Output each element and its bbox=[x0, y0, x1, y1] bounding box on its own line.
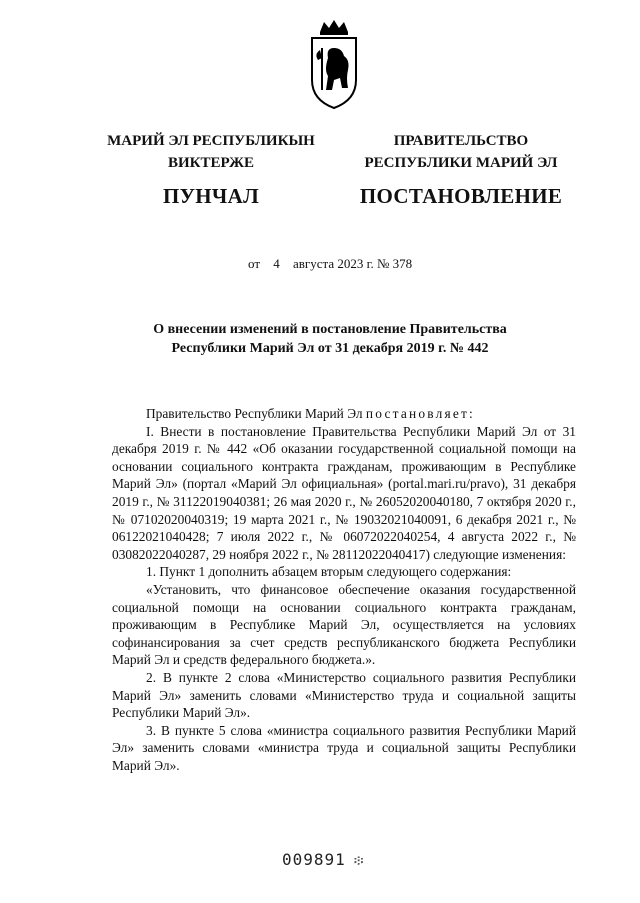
date-prefix: от bbox=[248, 256, 261, 271]
serial-mark: ፨ bbox=[353, 853, 365, 869]
title-line2: Республики Марий Эл от 31 декабря 2019 г. № 442 bbox=[171, 341, 489, 356]
document-date bbox=[248, 256, 416, 272]
paragraph-2: 1. Пункт 1 дополнить абзацем вторым следующего содержания: bbox=[146, 564, 512, 580]
header-right-line1: ПРАВИТЕЛЬСТВО bbox=[393, 133, 529, 149]
header-mari bbox=[92, 130, 330, 210]
document-title bbox=[100, 320, 560, 358]
paragraph-4: 2. В пункте 2 слова «Министерство социального развития Республики Марий Эл» заменить словами «Министерство труда и социальной защиты Республики Марий Эл». bbox=[112, 669, 576, 721]
date-rest: августа 2023 г. № 378 bbox=[293, 256, 413, 271]
intro-paragraph bbox=[112, 405, 576, 423]
paragraph-1: I. Внести в постановление Правительства Республики Марий Эл от 31 декабря 2019 г. № 442 «Об оказании государственной социальной помощи на основании социального контракта гражданам, проживающим в Республике Марий Эл» (портал «Марий Эл официальная» (portal.mari.ru/pravo), 31 декабря 2019 г., № 31122019040381; 26 мая 2020 г., № 26052020040180, 7 октября 2020 г., № 07102020040319; 19 марта 2021 г., № 19032021040091, 6 декабря 2021 г., № 06122021040428; 7 июля 2022 г., № 06072022040254, 4 августа 2022 г., № 03082022040287, 29 ноября 2022 г., № 28112022040417) следующие изменения: bbox=[112, 423, 576, 562]
serial-number bbox=[282, 850, 365, 869]
header-right-type: ПОСТАНОВЛЕНИЕ bbox=[359, 184, 563, 208]
document-body bbox=[112, 405, 576, 774]
intro-text: Правительство Республики Марий Эл bbox=[146, 406, 366, 421]
header-left-line2: ВИКТЕРЖЕ bbox=[167, 155, 255, 171]
header-russian bbox=[342, 130, 580, 210]
paragraph-5: 3. В пункте 5 слова «министра социального развития Республики Марий Эл» заменить словами «министра труда и социальной защиты Республики Марий Эл». bbox=[112, 722, 576, 773]
serial-digits: 009891 bbox=[282, 850, 346, 869]
title-line1: О внесении изменений в постановление Правительства bbox=[153, 322, 507, 337]
header-left-line1: МАРИЙ ЭЛ РЕСПУБЛИКЫН bbox=[107, 133, 315, 149]
coat-of-arms-icon bbox=[306, 18, 362, 110]
header-left-type: ПУНЧАЛ bbox=[162, 184, 260, 208]
date-day: 4 bbox=[273, 256, 280, 271]
intro-resolves: постановляет: bbox=[365, 406, 475, 421]
paragraph-3: «Установить, что финансовое обеспечение оказания государственной социальной помощи на основании социального контракта гражданам, проживающим в Республике Марий Эл, осуществляется на условиях софинансирования за счет средств республиканского бюджета Республики Марий Эл и средств федерального бюджета.». bbox=[112, 581, 576, 668]
header-right-line2: РЕСПУБЛИКИ МАРИЙ ЭЛ bbox=[364, 155, 558, 171]
